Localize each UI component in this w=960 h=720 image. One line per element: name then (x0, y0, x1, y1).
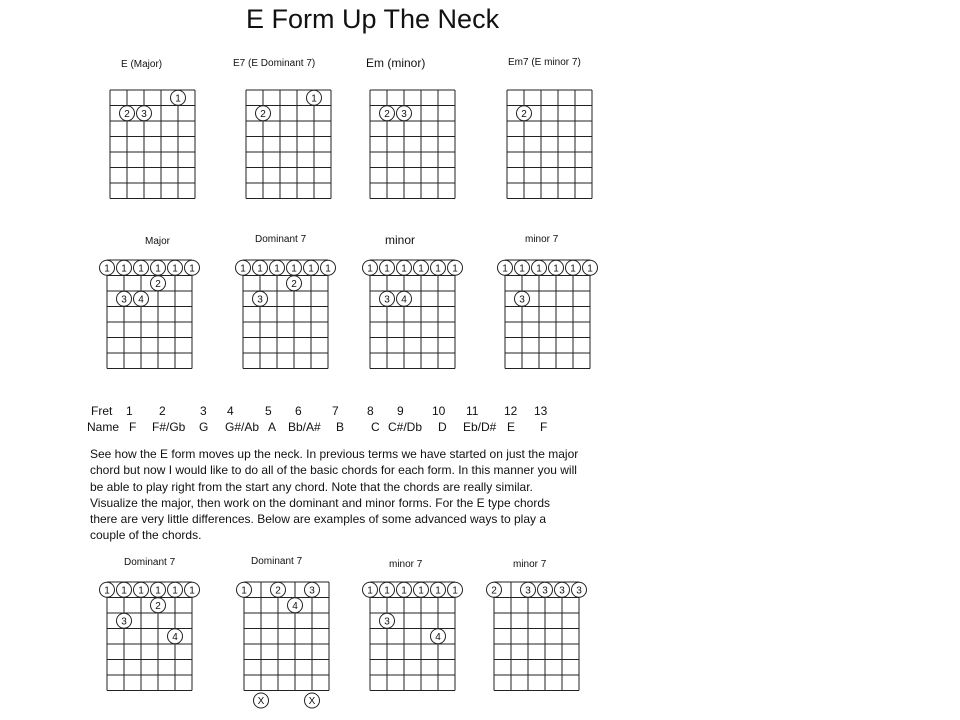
name-row (86, 420, 566, 436)
fret-number: 7 (332, 404, 339, 418)
chord-label: minor 7 (389, 559, 423, 570)
note-name: F (129, 420, 137, 434)
chord-label: E7 (E Dominant 7) (233, 58, 316, 69)
chord-diagram (498, 260, 598, 369)
finger-number: 1 (155, 585, 161, 597)
chord-diagram (110, 90, 195, 199)
finger-number: 2 (155, 600, 161, 612)
finger-number: 1 (570, 263, 576, 275)
finger-number: 2 (275, 585, 281, 597)
finger-number: 1 (104, 263, 110, 275)
fret-number: 6 (295, 404, 302, 418)
finger-number: 1 (189, 263, 195, 275)
note-name: C (371, 420, 380, 434)
finger-number: 2 (291, 278, 297, 290)
finger-number: 3 (576, 585, 582, 597)
note-name: G#/Ab (225, 420, 260, 434)
chord-label: Dominant 7 (124, 557, 176, 568)
chord-diagram (487, 582, 587, 691)
finger-number: 1 (384, 585, 390, 597)
note-name: A (268, 420, 277, 434)
note-name: Eb/D# (463, 420, 497, 434)
finger-number: 2 (260, 108, 266, 120)
finger-number: 3 (384, 616, 390, 628)
finger-number: 2 (124, 108, 130, 120)
explanation-line: couple of the chords. (90, 528, 202, 543)
finger-number: 1 (291, 263, 297, 275)
muted-string-label: X (257, 696, 265, 708)
finger-number: 3 (257, 294, 263, 306)
finger-number: 1 (175, 93, 181, 105)
finger-number: 1 (189, 585, 195, 597)
finger-number: 1 (308, 263, 314, 275)
note-name: C#/Db (388, 420, 423, 434)
chord-diagram (237, 582, 330, 708)
finger-number: 1 (452, 585, 458, 597)
note-name: E (507, 420, 516, 434)
chord-label: Dominant 7 (251, 556, 303, 567)
fret-number: 2 (159, 404, 166, 418)
finger-number: 1 (121, 263, 127, 275)
chord-diagram (100, 260, 200, 369)
finger-number: 1 (274, 263, 280, 275)
finger-number: 1 (401, 585, 407, 597)
finger-number: 1 (138, 585, 144, 597)
chord-diagram (507, 90, 592, 199)
finger-number: 1 (435, 263, 441, 275)
finger-number: 1 (241, 585, 247, 597)
explanation-line: See how the E form moves up the neck. In previous terms we have started on just the major (90, 447, 579, 461)
finger-number: 1 (519, 263, 525, 275)
chord-diagram (246, 90, 331, 199)
finger-number: 3 (121, 294, 127, 306)
fret-number: 4 (227, 404, 234, 418)
finger-number: 1 (435, 585, 441, 597)
finger-number: 1 (384, 263, 390, 275)
finger-number: 1 (418, 263, 424, 275)
finger-number: 1 (325, 263, 331, 275)
chord-label: minor 7 (525, 234, 559, 245)
finger-number: 1 (138, 263, 144, 275)
name-header: Name (87, 420, 120, 434)
finger-number: 3 (401, 108, 407, 120)
finger-number: 1 (401, 263, 407, 275)
explanation-line: there are very little differences. Below are examples of some advanced ways to play a (90, 512, 547, 527)
finger-number: 1 (104, 585, 110, 597)
finger-number: 1 (502, 263, 508, 275)
fret-number: 1 (126, 404, 133, 418)
finger-number: 3 (525, 585, 531, 597)
finger-number: 1 (553, 263, 559, 275)
chord-label: minor (385, 233, 416, 247)
finger-number: 1 (452, 263, 458, 275)
finger-number: 3 (559, 585, 565, 597)
note-name: F#/Gb (152, 420, 186, 434)
finger-number: 3 (519, 294, 525, 306)
finger-number: 2 (491, 585, 497, 597)
finger-number: 1 (172, 585, 178, 597)
finger-number: 2 (521, 108, 527, 120)
note-name: D (438, 420, 447, 434)
explanation-line: chord but now I would like to do all of the basic chords for each form. In this manner you will (90, 463, 577, 478)
fret-number: 12 (504, 404, 518, 418)
finger-number: 4 (138, 294, 144, 306)
chord-label: Em (minor) (366, 56, 426, 70)
finger-number: 1 (240, 263, 246, 275)
chord-diagram (370, 90, 455, 199)
finger-number: 1 (418, 585, 424, 597)
finger-number: 1 (257, 263, 263, 275)
finger-number: 2 (384, 108, 390, 120)
finger-number: 4 (292, 600, 298, 612)
explanation-paragraph (90, 446, 650, 544)
fret-header: Fret (91, 404, 113, 418)
finger-number: 4 (435, 631, 441, 643)
note-name: F (540, 420, 548, 434)
fret-number: 3 (200, 404, 207, 418)
finger-number: 1 (367, 263, 373, 275)
finger-number: 1 (172, 263, 178, 275)
finger-number: 1 (587, 263, 593, 275)
fret-row (86, 404, 566, 420)
finger-number: 3 (309, 585, 315, 597)
finger-number: 1 (155, 263, 161, 275)
finger-number: 1 (311, 93, 317, 105)
fret-number: 10 (432, 404, 446, 418)
explanation-line: Visualize the major, then work on the dominant and minor forms. For the E type chords (90, 495, 551, 510)
chord-label: Em7 (E minor 7) (508, 57, 581, 68)
page-title: E Form Up The Neck (246, 4, 500, 34)
finger-number: 1 (536, 263, 542, 275)
note-name: B (336, 420, 345, 434)
note-name: G (199, 420, 209, 434)
chord-diagram (363, 582, 463, 691)
chord-diagram (363, 260, 463, 369)
finger-number: 2 (155, 278, 161, 290)
finger-number: 1 (121, 585, 127, 597)
finger-number: 3 (141, 108, 147, 120)
finger-number: 3 (384, 294, 390, 306)
fret-number: 8 (367, 404, 374, 418)
chord-diagram (236, 260, 336, 369)
explanation-line: be able to play right from the start any chord. Note that the chords are really similar. (90, 479, 533, 494)
muted-string-label: X (308, 696, 316, 708)
finger-number: 1 (367, 585, 373, 597)
fret-number: 5 (265, 404, 272, 418)
note-name: Bb/A# (288, 420, 321, 434)
chord-label: Dominant 7 (255, 234, 307, 245)
finger-number: 3 (542, 585, 548, 597)
chord-label: Major (145, 236, 171, 247)
finger-number: 3 (121, 616, 127, 628)
chord-label: minor 7 (513, 559, 547, 570)
chord-label: E (Major) (121, 59, 163, 70)
chord-diagram (100, 582, 200, 691)
fret-number: 11 (466, 404, 479, 418)
fret-name-table (86, 404, 566, 436)
fret-number: 9 (397, 404, 404, 418)
finger-number: 4 (172, 631, 178, 643)
finger-number: 4 (401, 294, 407, 306)
fret-number: 13 (534, 404, 548, 418)
